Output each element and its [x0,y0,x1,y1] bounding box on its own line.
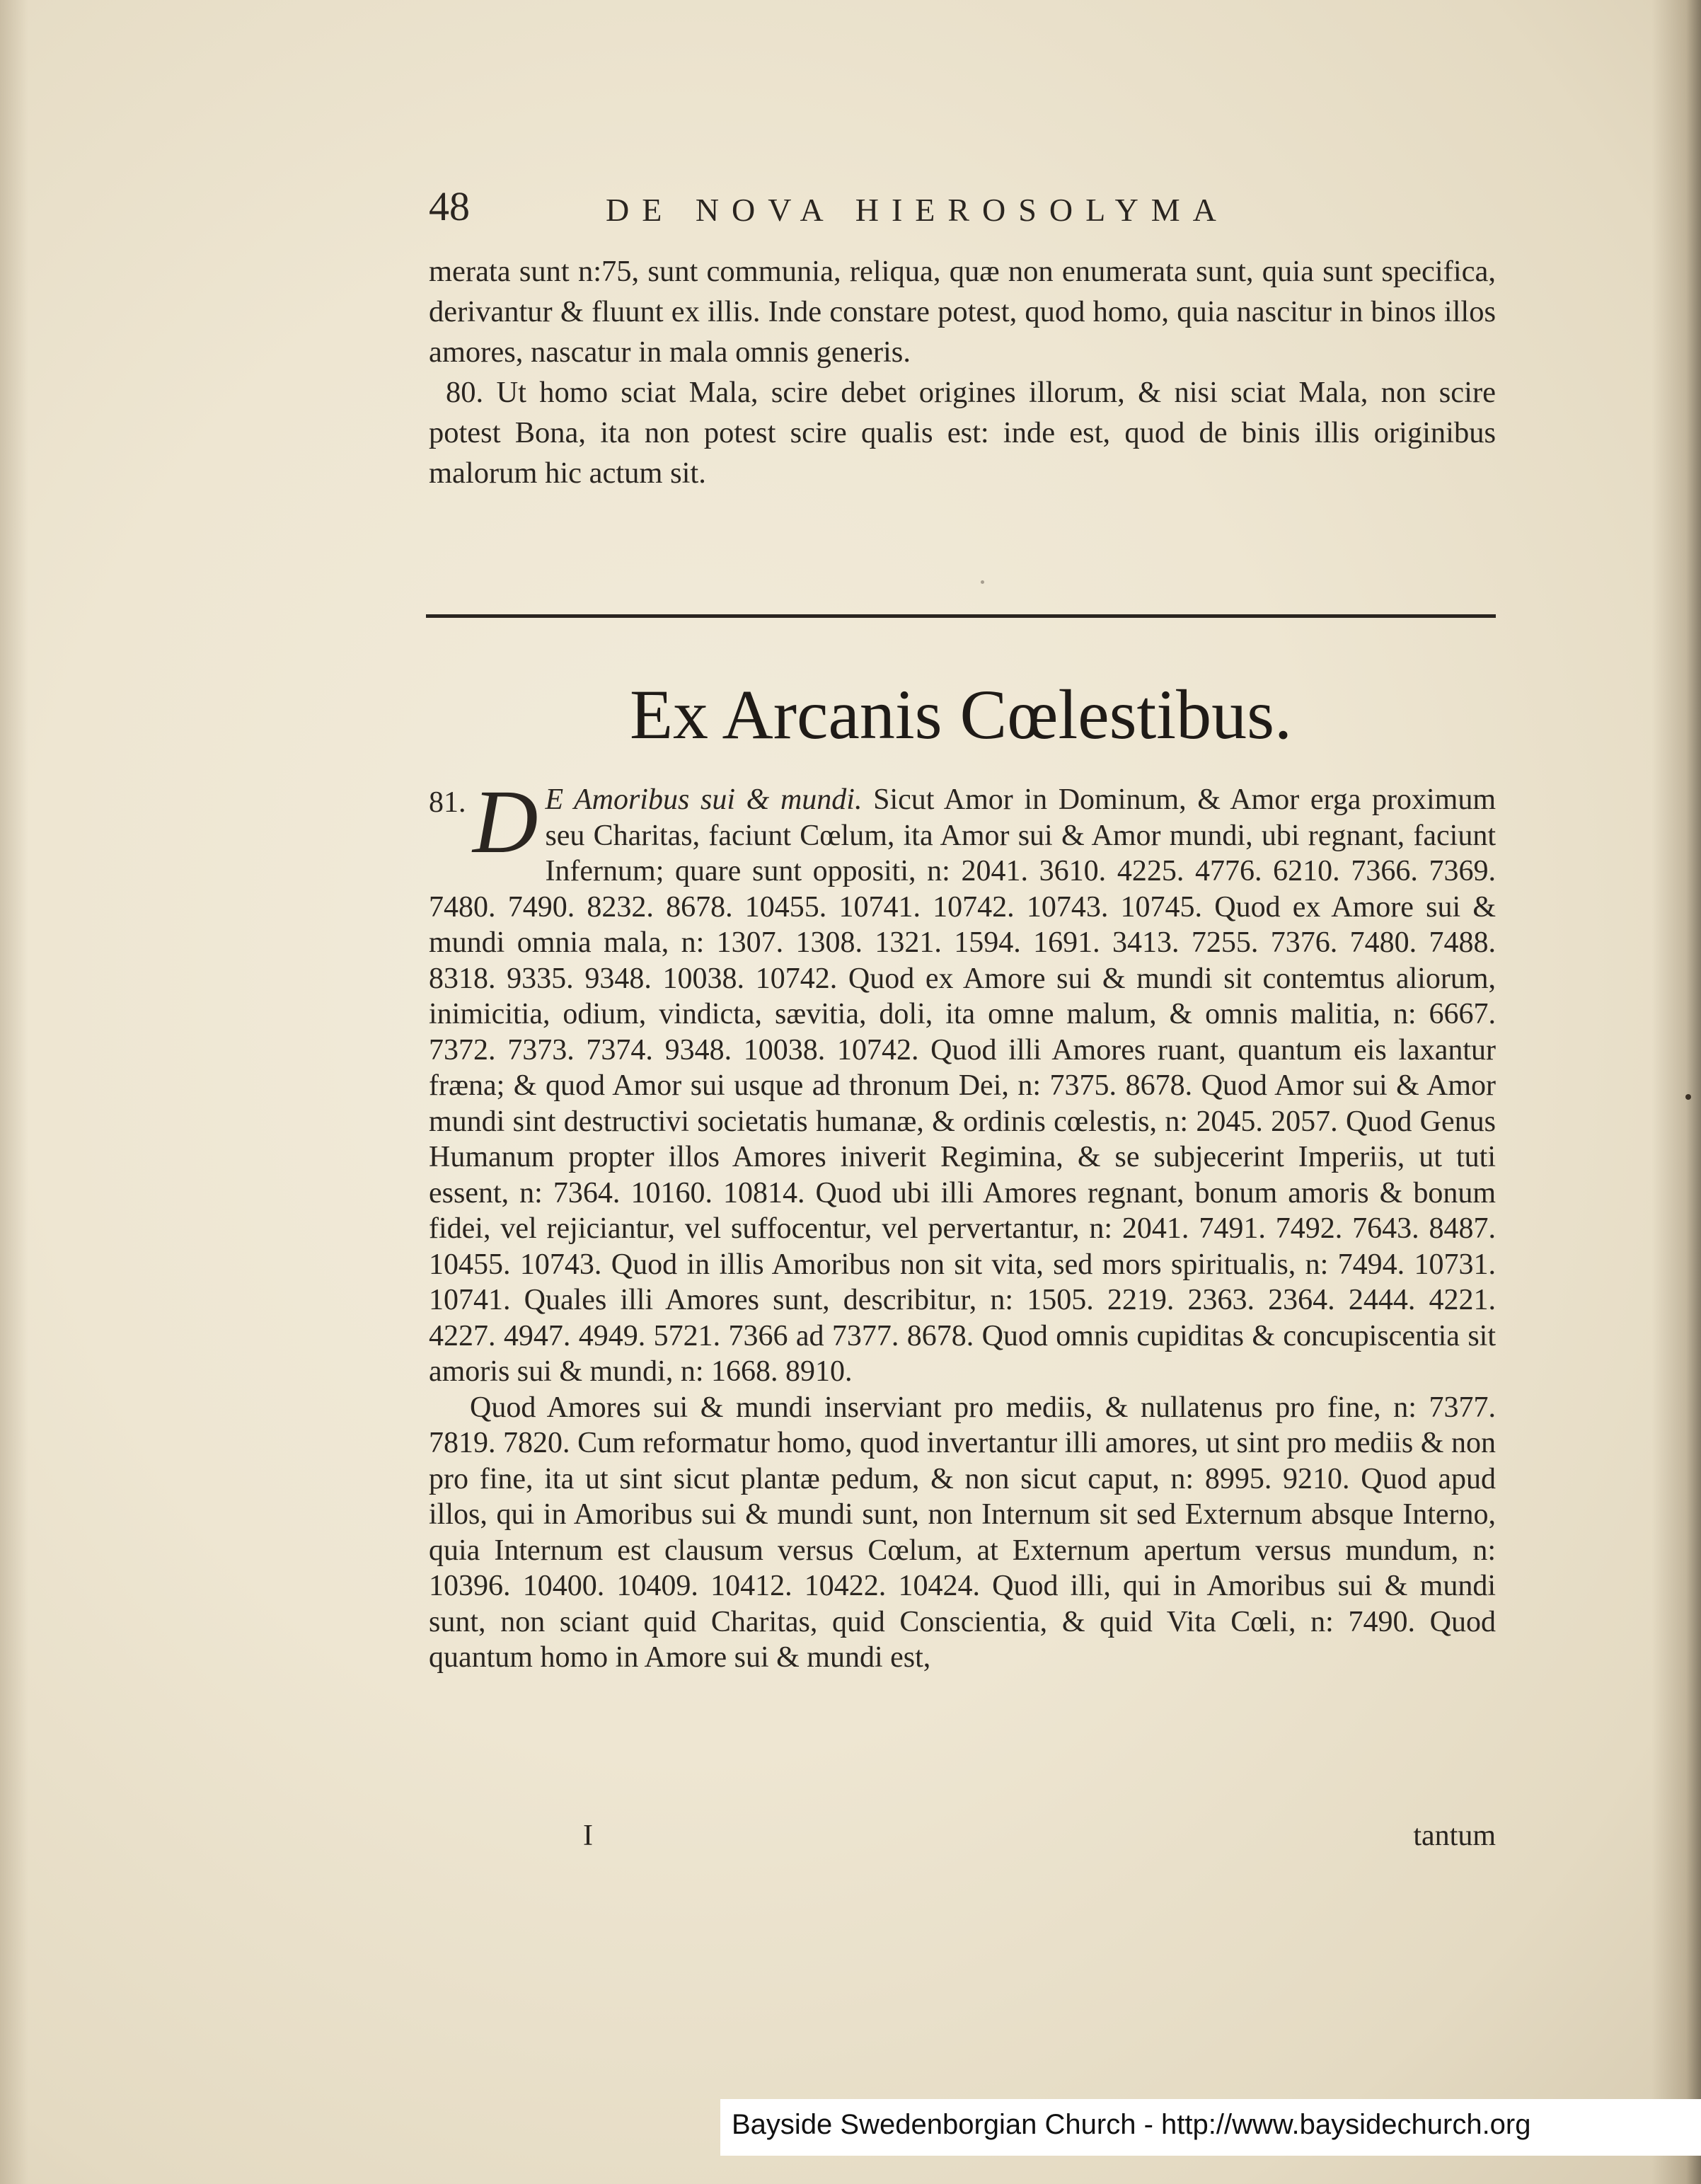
paragraph-81 [429,771,1496,1390]
paper-speck [1685,1094,1691,1100]
paragraph-number: 81. [429,786,466,819]
running-title: DE NOVA HIEROSOLYMA [606,192,1229,228]
signature-mark: I [583,1820,593,1852]
paragraph-80: 80. Ut homo sciat Mala, scire debet origines illorum, & nisi sciat Mala, non scire potest Bona, ita non potest scire qualis est: inde est, quod de binis illis originibus malorum hic actum sit. [429,376,1496,490]
page-gutter-shadow [1651,0,1701,2184]
page-footer [429,1819,1496,1861]
catchword: tantum [1413,1820,1496,1852]
section-divider-rule [426,614,1496,618]
page-left-edge [0,0,28,2184]
drop-cap: D [473,771,538,872]
section-title: Ex Arcanis Cœlestibus. [629,675,1293,754]
paragraph-81-text: Sicut Amor in Dominum, & Amor erga proximum seu Charitas, faciunt Cœlum, ita Amor sui & Amor mundi, ubi regnant, faciunt Infernum; quare sunt oppositi, n: 2041. 3610. 4225. 4776. 6210. 7366. 7369. 7480. 7490. 8232. 8678. 10455. 10741. 10742. 10743. 10745. Quod ex Amore sui & mundi omnia mala, n: 1307. 1308. 1321. 1594. 1691. 3413. 7255. 7376. 7480. 7488. 8318. 9335. 9348. 10038. 10742. Quod ex Amore sui & mundi sit contemtus aliorum, inimicitia, odium, vindicta, sævitia, doli, ita omne malum, & omnis malitia, n: 6667. 7372. 7373. 7374. 9348. 10038. 10742. Quod illi Amores ruant, quantum eis laxantur fræna; & quod Amor sui usque ad thronum Dei, n: 7375. 8678. Quod Amor sui & Amor mundi sint destructivi societatis humanæ, & ordinis cœlestis, n: 2045. 2057. Quod Genus Humanum propter illos Amores iniverit Regimina, & se subjecerint Imperiis, ut tuti essent, n: 7364. 10160. 10814. Quod ubi illi Amores regnant, bonum amoris & bonum fidei, vel rejiciantur, vel suffocentur, vel pervertantur, n: 2041. 7491. 7492. 7643. 8487. 10455. 10743. Quod in illis Amoribus non sit vita, sed mors spiritualis, n: 7494. 10731. 10741. Quales illi Amores sunt, describitur, n: 1505. 2219. 2363. 2364. 2444. 4221. 4227. 4947. 4949. 5721. 7366 ad 7377. 8678. Quod omnis cupiditas & concupiscentia sit amoris sui & mundi, n: 1668. 8910. [429,783,1496,1388]
page-header [429,183,1496,239]
paper-speck [981,580,984,584]
paragraph-continuation: merata sunt n:75, sunt communia, reliqua, quæ non enumerata sunt, quia sunt specifica, derivantur & fluunt ex illis. Inde constare potest, quod homo, quia nascitur in binos illos amores, nascatur in mala omnis generis. [429,255,1496,369]
page-number: 48 [429,183,470,229]
credit-text: Bayside Swedenborgian Church - http://www.baysidechurch.org [732,2109,1531,2140]
top-text-block [429,251,1496,493]
main-text-block [429,771,1496,1676]
paragraph-continued: Quod Amores sui & mundi inserviant pro mediis, & nullatenus pro fine, n: 7377. 7819. 7820. Cum reformatur homo, quod invertantur illi amores, ut sint pro mediis & non pro fine, ita ut sint sicut plantæ pedum, & non sicut caput, n: 8995. 9210. Quod apud illos, qui in Amoribus sui & mundi sunt, non Internum sit sed Externum absque Interno, quia Internum est clausum versus Cœlum, at Externum apertum versus mundum, n: 10396. 10400. 10409. 10412. 10422. 10424. Quod illi, qui in Amoribus sui & mundi sunt, non sciant quid Charitas, quid Conscientia, & quid Vita Cœli, n: 7490. Quod quantum homo in Amore sui & mundi est, [429,1391,1496,1674]
lead-italic: E Amoribus sui & mundi. [545,783,863,816]
